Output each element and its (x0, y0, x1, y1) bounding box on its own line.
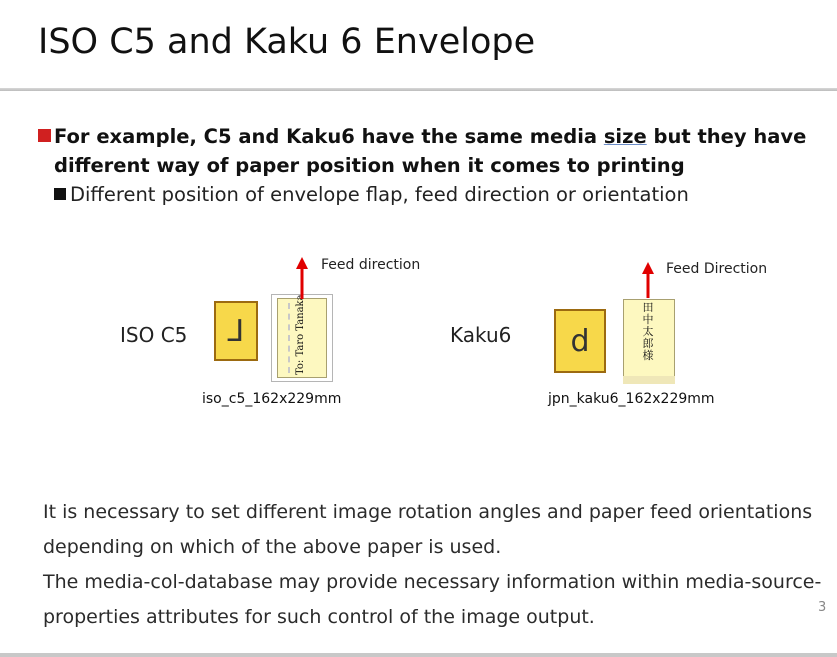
bullet-1-underlined-word: size (603, 125, 647, 148)
black-square-bullet-icon (54, 188, 66, 200)
explanation-paragraph (43, 495, 833, 635)
slide-title: ISO C5 and Kaku 6 Envelope (38, 22, 536, 62)
kaku6-address-text: 田中太郎様 (642, 301, 654, 362)
red-square-bullet-icon (38, 129, 51, 142)
kaku6-feed-arrow-icon (640, 260, 656, 300)
kaku6-caption: jpn_kaku6_162x229mm (548, 391, 715, 407)
bullet-2-text: Different position of envelope flap, feed direction or orientation (70, 183, 689, 206)
iso-c5-flap-line (288, 303, 290, 373)
kaku6-feed-direction-label: Feed Direction (666, 261, 768, 277)
iso-c5-orientation-glyph: ⅃ (227, 313, 245, 349)
explanation-line-2: The media-col-database may provide necessary information within media-source-properties attributes for such control of the image output. (43, 571, 822, 628)
kaku6-label: Kaku6 (450, 323, 512, 347)
bullet-1-text (54, 122, 808, 180)
iso-c5-envelope-icon (214, 301, 258, 361)
iso-c5-address-text: To: Taro Tanaka (295, 294, 306, 375)
explanation-line-1: It is necessary to set different image rotation angles and paper feed orientations depending on which of the above paper is used. (43, 501, 813, 558)
kaku6-orientation-glyph: d (570, 323, 590, 359)
kaku6-flap (623, 376, 675, 384)
iso-c5-label: ISO C5 (120, 323, 188, 347)
bullet-point-1 (38, 122, 808, 180)
bullet-point-2 (54, 183, 689, 206)
bullet-1-text-end: but they have different way of paper position when it comes to printing (54, 125, 807, 177)
bullet-1-text-start: For example, C5 and Kaku6 have the same media (54, 125, 604, 148)
kaku6-envelope-icon (554, 309, 606, 373)
page-number: 3 (818, 600, 827, 615)
iso-c5-envelope (277, 294, 327, 378)
iso-c5-feed-direction-label: Feed direction (321, 257, 421, 273)
iso-c5-feed-arrow-icon (294, 255, 310, 301)
bottom-divider (0, 653, 837, 657)
iso-c5-caption: iso_c5_162x229mm (202, 391, 342, 407)
title-divider (0, 88, 837, 91)
